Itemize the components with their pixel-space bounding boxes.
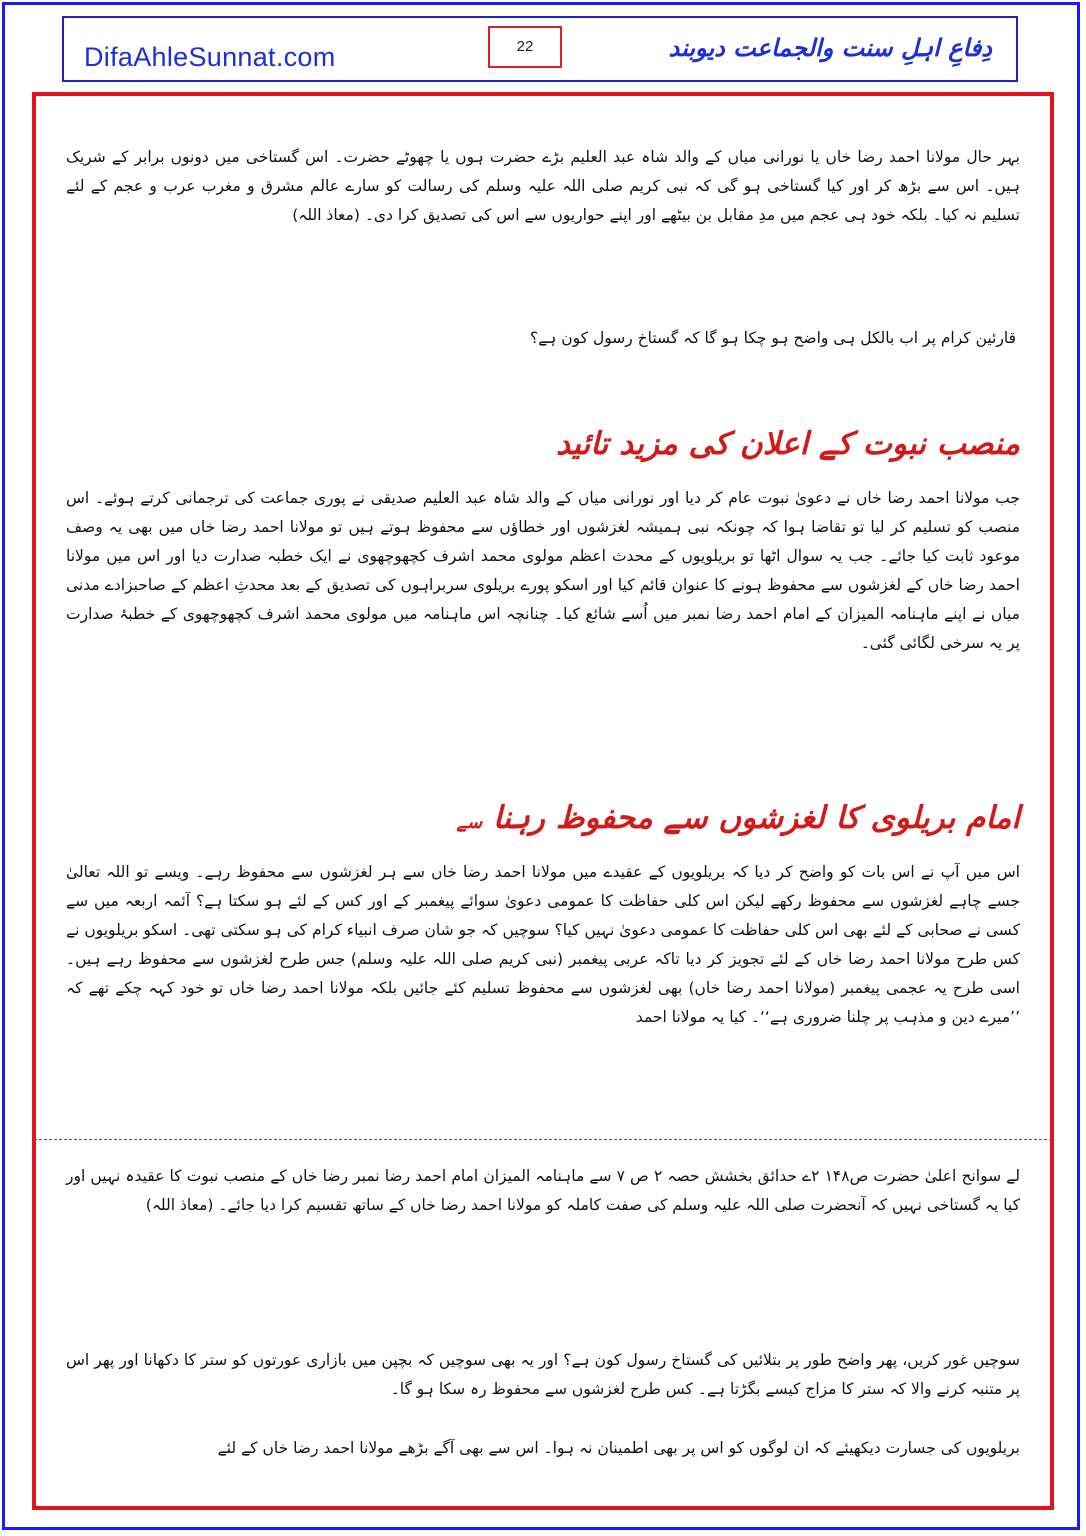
section-heading-2	[457, 800, 1020, 836]
paragraph-2: قارئین کرام پر اب بالکل ہی واضح ہو چکا ہو گا کہ گستاخ رسول کون ہے؟	[529, 329, 1016, 347]
book-title: دِفاعِ اہلِ سنت والجماعت دیوبند	[668, 34, 992, 62]
paragraph-6: بریلویوں کی جسارت دیکھیئے کہ ان لوگوں کو اس پر بھی اطمینان نہ ہوا۔ اس سے بھی آگے بڑھے مولانا احمد رضا خاں کے لئے	[217, 1439, 1020, 1457]
page-header	[62, 16, 1018, 82]
section-heading-2-ref: سے	[456, 812, 483, 833]
paragraph-5: سوچیں غور کریں، پھر واضح طور پر بتلائیں کی گستاخ رسول کون ہے؟ اور یہ بھی سوچیں کہ بچپن میں بازاری عورتوں کو ستر کا دکھانا اور پھر اس پر متنبہ کرنے والا کہ ستر کا مزاج کیسے بگڑتا ہے۔ کس طرح لغزشوں سے محفوظ رہ سکا ہو گا۔	[66, 1351, 1020, 1398]
site-url[interactable]: DifaAhleSunnat.com	[84, 42, 336, 72]
footnote: لے سوانح اعلیٰ حضرت ص۱۴۸ ۲ے حدائق بخشش حصہ ۲ ص ۷ سے ماہنامہ المیزان امام احمد رضا نمبر رضا خاں کے منصب نبوت کا عقیدہ نہیں اور کیا یہ گستاخی نہیں کہ آنحضرت صلی اللہ علیہ وسلم کی صفت کاملہ کو مولانا احمد رضا خاں کے ساتھ تقسیم کرا دیا جائے۔ (معاذ اللہ)	[66, 1167, 1020, 1214]
paragraph-4: اس میں آپ نے اس بات کو واضح کر دیا کہ بریلویوں کے عقیدے میں مولانا احمد رضا خاں سے ہر لغزشوں سے محفوظ رہے۔ ویسے تو اللہ تعالیٰ جسے چاہے لغزشوں سے محفوظ رکھے لیکن اس کلی حفاظت کا عمومی دعویٰ سوائے پیغمبر کے اور کس کے لئے ہو سکتا ہے؟ آئمہ اربعہ میں سے کسی نے صحابی کے لئے بھی اس کلی حفاظت کا عمومی دعویٰ نہیں کیا؟ سوچیں کہ جو شان صرف انبیاء کرام کی ہو سکتی تھی۔ اسکو بریلویوں نے کس طرح مولانا احمد رضا خاں کے لئے تجویز کر دیا تاکہ عربی پیغمبر (نبی کریم صلی اللہ علیہ وسلم) جس طرح لغزشوں سے محفوظ رہے ہیں۔ اسی طرح یہ عجمی پیغمبر (مولانا احمد رضا خاں) بھی لغزشوں سے محفوظ تسلیم کئے جائیں بلکہ مولانا احمد رضا خاں تو خود کہہ چکے تھے کہ ’’میرے دین و مذہب پر چلنا ضروری ہے‘‘۔ کیا یہ مولانا احمد	[66, 863, 1020, 1026]
page-number: 22	[488, 26, 562, 68]
section-heading-2-text: امام بریلوی کا لغزشوں سے محفوظ رہنا	[492, 800, 1020, 836]
footnote-divider	[34, 1139, 1052, 1140]
section-heading-1: منصب نبوت کے اعلان کی مزید تائید	[555, 426, 1020, 462]
paragraph-1: بہر حال مولانا احمد رضا خاں یا نورانی میاں کے والد شاہ عبد العلیم بڑے حضرت ہوں یا چھوٹے حضرت۔ اس گستاخی میں دونوں برابر کے شریک ہیں۔ اس سے بڑھ کر اور کیا گستاخی ہو گی کہ نبی کریم صلی اللہ علیہ وسلم کی رسالت کو سارے عالم مشرق و مغرب عرب و عجم کے لئے تسلیم نہ کیا۔ بلکہ خود ہی عجم میں مدِ مقابل بن بیٹھے اور اپنے حواریوں سے اس کی تصدیق کرا دی۔ (معاذ اللہ)	[66, 148, 1020, 224]
paragraph-3: جب مولانا احمد رضا خاں نے دعویٰ نبوت عام کر دیا اور نورانی میاں کے والد شاہ عبد العلیم صدیقی نے پوری جماعت کی ترجمانی کرتے ہوئے۔ اس منصب کو تسلیم کر لیا تو تقاضا ہوا کہ چونکہ نبی ہمیشہ لغزشوں اور خطاؤں سے محفوظ ہوتے ہیں تو مولانا احمد رضا خاں میں بھی یہ وصف موعود ثابت کیا جائے۔ جب یہ سوال اٹھا تو بریلویوں کے محدث اعظم مولوی محمد اشرف کچھوچھوی نے ایک خطبہ صدارت دیا اور اس میں مولانا احمد رضا خاں کے لغزشوں سے محفوظ ہونے کا عنوان قائم کیا اور اسکو پورے بریلوی سربراہوں کی تصدیق کے بعد محدثِ اعظم کے صاحبزادے مدنی میاں نے اپنے ماہنامہ المیزان کے امام احمد رضا نمبر میں اُسے شائع کیا۔ چنانچہ اس ماہنامہ میں مولوی محمد اشرف کچھوچھوی کے خطبۂ صدارت پر یہ سرخی لگائی گئی۔	[66, 489, 1020, 652]
